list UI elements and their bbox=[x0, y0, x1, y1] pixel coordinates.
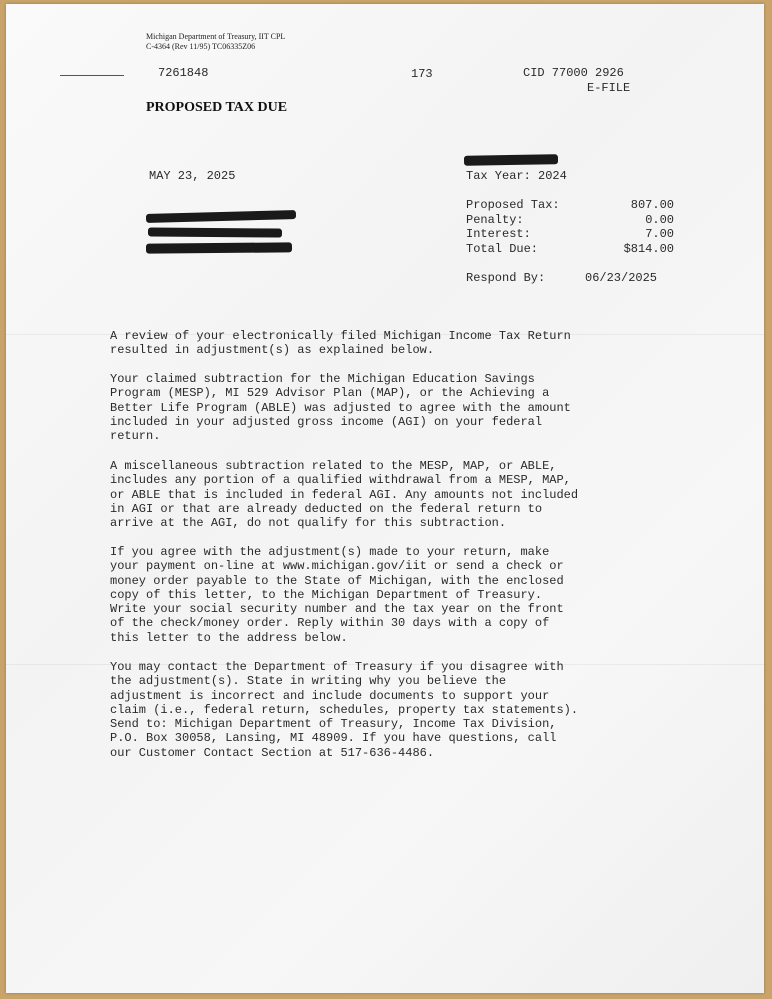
amount-label: Interest: bbox=[466, 227, 531, 241]
paragraph-miscellaneous: A miscellaneous subtraction related to the MESP, MAP, or ABLE, includes any portion of a qualified withdrawal from a MESP, MAP, or ABLE that is included in federal AGI. Any amounts not included in AGI or that are already deducted on the federal return to arrive at the AGI, do not qualify for this subtraction. bbox=[110, 459, 579, 531]
amount-value: 7.00 bbox=[645, 227, 674, 241]
paragraph-review: A review of your electronically filed Michigan Income Tax Return resulted in adjustment(s) as explained below. bbox=[110, 329, 571, 358]
redaction-bar bbox=[464, 154, 558, 166]
signature-blank-line bbox=[60, 75, 124, 76]
amount-label: Total Due: bbox=[466, 241, 539, 256]
page-code: 173 bbox=[411, 67, 433, 81]
paragraph-contact: You may contact the Department of Treasury if you disagree with the adjustment(s). State in writing why you believe the adjustment is incorrect and include documents to support your claim (i.e., federal return, schedules, property tax statements). Send to: Michigan Department of Treasury, Income Tax Division, P.O. Box 30058, Lansing, MI 48909. If you have questions, call our Customer Contact Section at 517-636-4486. bbox=[110, 660, 579, 760]
amount-row-proposed-tax bbox=[466, 198, 674, 213]
letter-date: MAY 23, 2025 bbox=[149, 169, 236, 183]
agency-line-2: C-4364 (Rev 11/95) TC06335Z06 bbox=[146, 42, 256, 51]
agency-header bbox=[146, 32, 285, 52]
amount-row-interest bbox=[466, 227, 674, 242]
page-title: PROPOSED TAX DUE bbox=[146, 100, 288, 115]
redaction-bar bbox=[146, 242, 292, 253]
respond-by-date: 06/23/2025 bbox=[585, 271, 658, 285]
amount-row-penalty bbox=[466, 213, 674, 228]
agency-line-1: Michigan Department of Treasury, IIT CPL bbox=[146, 32, 286, 41]
reference-number: 7261848 bbox=[158, 66, 209, 80]
paragraph-payment: If you agree with the adjustment(s) made to your return, make your payment on-line at www.michigan.gov/iit or send a check or money order payable to the State of Michigan, with the enclosed copy of this letter, to the Michigan Department of Treasury. Write your social security number and the tax year on the front of the check/money order. Reply within 30 days with a copy of this letter to the address below. bbox=[110, 545, 564, 645]
paragraph-subtraction: Your claimed subtraction for the Michigan Education Savings Program (MESP), MI 529 Advisor Plan (MAP), or the Achieving a Better Life Program (ABLE) was adjusted to agree with the amount included in your adjusted gross income (AGI) on your federal return. bbox=[110, 372, 571, 444]
filing-type: E-FILE bbox=[587, 81, 631, 95]
cid-number: CID 77000 2926 bbox=[523, 66, 624, 80]
respond-by-label: Respond By: bbox=[466, 271, 546, 285]
amount-value: 807.00 bbox=[630, 198, 674, 212]
tax-year: Tax Year: 2024 bbox=[466, 169, 567, 183]
redaction-bar bbox=[148, 227, 282, 237]
amount-label: Proposed Tax: bbox=[466, 198, 560, 212]
amount-row-total-due bbox=[466, 242, 674, 257]
amount-value: $814.00 bbox=[623, 241, 674, 256]
amount-value: 0.00 bbox=[645, 212, 674, 227]
amount-label: Penalty: bbox=[466, 212, 524, 227]
